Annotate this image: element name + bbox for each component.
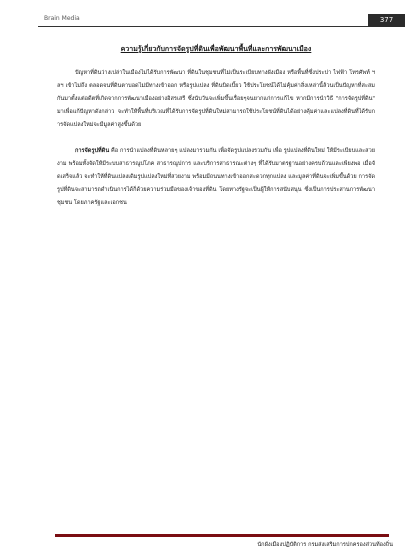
- footer-text: นักผังเมืองปฏิบัติการ กรมส่งเสริมการปกครองส่วนท้องถิ่น: [257, 542, 393, 548]
- defined-term: การจัดรูปที่ดิน: [75, 148, 110, 154]
- publisher-name: Brain Media: [44, 15, 80, 22]
- page-number: 377: [368, 14, 405, 27]
- footer-rule: [55, 534, 389, 537]
- page-content: [57, 44, 375, 223]
- paragraph-1: ปัญหาที่ดินว่างเปล่าในเมืองไม่ได้รับการพัฒนา ที่ดินในชุมชนที่ไม่เป็นระเบียบทางผังเมือง หรือพื้นที่ซึ่งประปา ไฟฟ้า โทรศัพท์ ฯลฯ เข้าไม่ถึง ตลอดจนที่ดินตาบอดไม่มีทางเข้าออก หรือรูปแปลง ที่ดินบิดเบี้ยว ใช้ประโยชน์ได้ไม่คุ้มค่าสิ่งเหล่านี้ล้วนเป็นปัญหาที่สะสมกันมาตั้งแต่อดีตที่เกิดจากการพัฒนาเมืองอย่างอิสรเสรี ซึ่งนับวันจะเพิ่มขึ้นเรื่อยๆจนยากแก่การแก้ไข หากมีการนำวิธี "การจัดรูปที่ดิน" มาเพื่อแก้ปัญหาดังกล่าว จะทำให้พื้นที่บริเวณที่ได้รับการจัดรูปที่ดินใหม่สามารถใช้ประโยชน์ที่ดินได้อย่างคุ้มค่าและแปลงที่ดินที่ได้รับการจัดแปลงใหม่จะมีมูลค่าสูงขึ้นด้วย: [57, 70, 375, 128]
- paragraph-2-body: คือ การนำแปลงที่ดินหลายๆ แปลงมารวมกัน เพื่อจัดรูปแปลงรวมกัน เพื่อ รูปแปลงที่ดินใหม่ ให้มีระเบียบและสวยงาม พร้อมทั้งจัดให้มีระบบสาธารณูปโภค สาธารณูปการ และบริการสาธารณะต่างๆ ที่ได้รับมาตรฐานอย่างครบถ้วนและเพียงพอ เมื่อจัดเสร็จแล้ว จะทำให้ที่ดินแปลงเดิมรูปแปลงใหม่ที่สวยงาม พร้อมมีถนนทางเข้าออกสะดวกทุกแปลง และมูลค่าที่ดินจะเพิ่มขึ้นด้วย การจัดรูปที่ดินจะสามารถดำเนินการได้ก็ด้วยความร่วมมือของเจ้าของที่ดิน โดยทางรัฐจะเป็นผู้ให้การสนับสนุน ซึ่งเป็นการประสานการพัฒนาชุมชน โดยภาครัฐและเอกชน: [57, 148, 375, 206]
- paragraph-2: [57, 145, 375, 210]
- header-rule: [38, 26, 368, 27]
- section-title: ความรู้เกี่ยวกับการจัดรูปที่ดินเพื่อพัฒนาพื้นที่และการพัฒนาเมือง: [120, 45, 312, 53]
